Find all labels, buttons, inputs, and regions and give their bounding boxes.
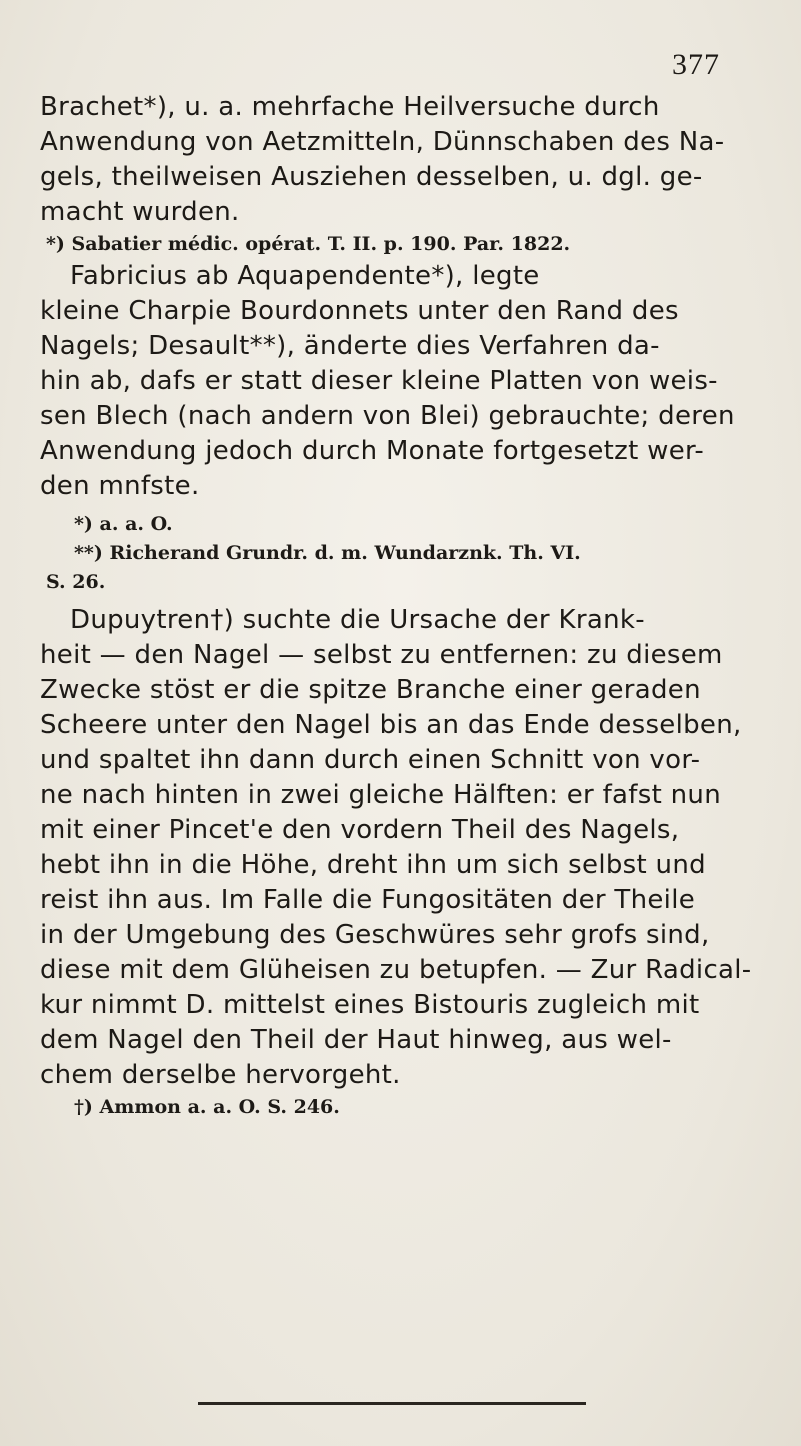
- paragraph-line: gels, theilweisen Ausziehen desselben, u. dgl. ge-: [40, 162, 703, 192]
- paragraph-line: in der Umgebung des Geschwüres sehr grofs sind,: [40, 920, 710, 950]
- paragraph-line: hebt ihn in die Höhe, dreht ihn um sich selbst und: [40, 850, 706, 880]
- page-number: 377: [672, 48, 720, 81]
- paragraph-line: Nagels; Desault**), änderte dies Verfahren da-: [40, 331, 660, 361]
- paragraph-line: Scheere unter den Nagel bis an das Ende desselben,: [40, 710, 742, 740]
- paragraph-line: hin ab, dafs er statt dieser kleine Platten von weis-: [40, 366, 718, 396]
- paragraph-line: Brachet*), u. a. mehrfache Heilversuche durch: [40, 92, 660, 122]
- footnote: S. 26.: [46, 571, 106, 593]
- body-text: [40, 90, 770, 1122]
- paragraph-line: Anwendung von Aetzmitteln, Dünnschaben des Na-: [40, 127, 725, 157]
- footnote: *) Sabatier médic. opérat. T. II. p. 190. Par. 1822.: [46, 233, 571, 255]
- paragraph-line: reist ihn aus. Im Falle die Fungositäten der Theile: [40, 885, 696, 915]
- footnote: *) a. a. O.: [74, 513, 173, 535]
- paragraph-line: heit — den Nagel — selbst zu entfernen: zu diesem: [40, 640, 723, 670]
- footnote: **) Richerand Grundr. d. m. Wundarznk. Th. VI.: [74, 542, 581, 564]
- paragraph-line: Dupuytren†) suchte die Ursache der Krank-: [70, 605, 645, 635]
- paragraph-line: kur nimmt D. mittelst eines Bistouris zugleich mit: [40, 990, 700, 1020]
- paragraph-line: chem derselbe hervorgeht.: [40, 1060, 401, 1090]
- paragraph-line: und spaltet ihn dann durch einen Schnitt von vor-: [40, 745, 701, 775]
- paragraph-line: ne nach hinten in zwei gleiche Hälften: er fafst nun: [40, 780, 721, 810]
- paragraph-line: den mnfste.: [40, 471, 200, 501]
- paragraph-line: macht wurden.: [40, 197, 240, 227]
- paragraph-line: kleine Charpie Bourdonnets unter den Rand des: [40, 296, 679, 326]
- footnote: †) Ammon a. a. O. S. 246.: [74, 1096, 340, 1118]
- paragraph-line: mit einer Pincet'e den vordern Theil des Nagels,: [40, 815, 680, 845]
- bottom-rule: [198, 1402, 586, 1405]
- paragraph-line: Fabricius ab Aquapendente*), legte: [70, 261, 540, 291]
- paragraph-line: Anwendung jedoch durch Monate fortgesetzt wer-: [40, 436, 705, 466]
- paragraph-line: Zwecke stöst er die spitze Branche einer geraden: [40, 675, 701, 705]
- paragraph-line: dem Nagel den Theil der Haut hinweg, aus wel-: [40, 1025, 672, 1055]
- paragraph-line: diese mit dem Glüheisen zu betupfen. — Zur Radical-: [40, 955, 752, 985]
- paragraph-line: sen Blech (nach andern von Blei) gebrauchte; deren: [40, 401, 735, 431]
